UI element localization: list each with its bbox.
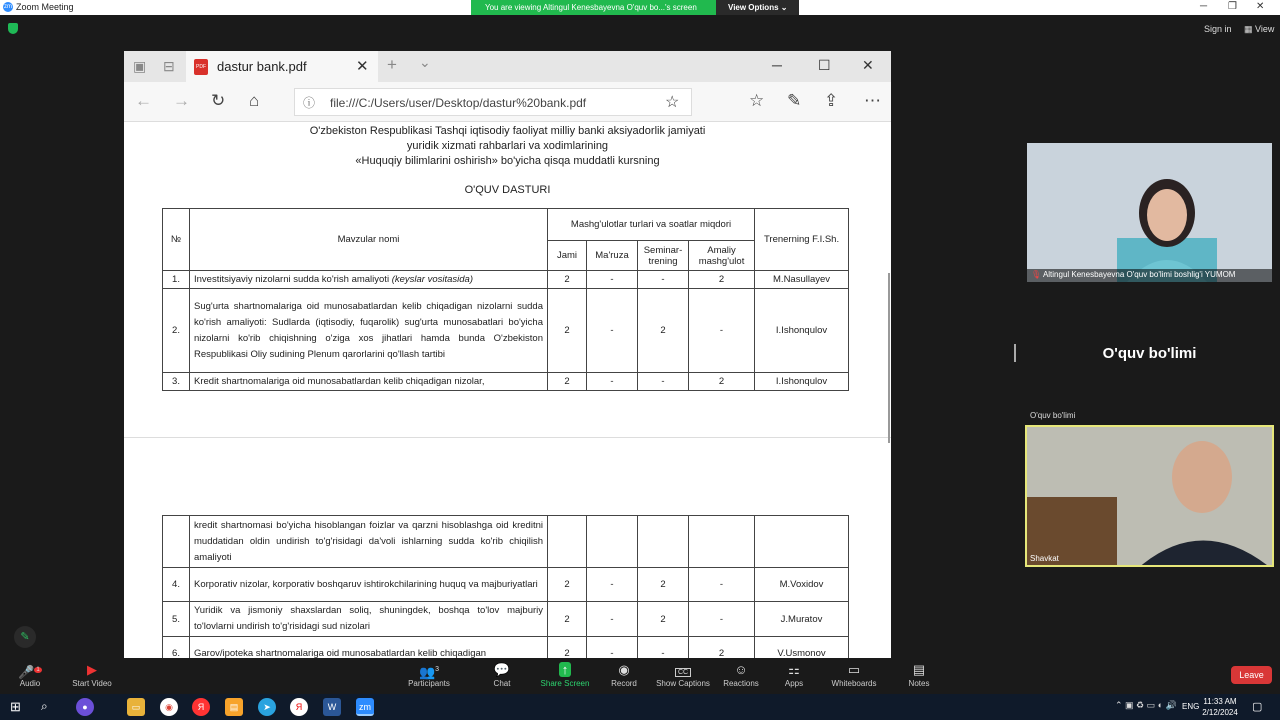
more-icon[interactable]: ⋯ — [864, 91, 881, 110]
row-topic — [190, 271, 548, 289]
tray-icons[interactable]: ⌃ ▣ ♻ ▭ ◐ 🔊 — [1115, 700, 1177, 710]
row-seminar: 2 — [638, 568, 689, 602]
share-label: Share Screen — [540, 679, 590, 688]
zoom-taskbar-icon[interactable]: zm — [356, 698, 374, 716]
favorites-icon[interactable]: ☆ — [749, 91, 765, 110]
address-bar[interactable] — [294, 88, 692, 116]
chrome-icon[interactable]: ◉ — [160, 698, 178, 716]
row-trainer: M.Nasullayev — [755, 271, 849, 289]
row-practical: - — [689, 568, 755, 602]
whiteboards-button[interactable] — [819, 658, 889, 688]
encryption-shield-icon[interactable] — [8, 23, 18, 34]
participant-caption: Shavkat — [1030, 554, 1059, 563]
taskbar-clock[interactable] — [1196, 696, 1244, 718]
draw-pen-icon[interactable]: ✎ — [787, 91, 802, 110]
row-topic-text: Investitsiyaviy nizolarni sudda ko'rish amaliyoti — [194, 274, 390, 285]
participant-video-altingul[interactable] — [1027, 143, 1272, 282]
row-total — [548, 516, 587, 568]
row-lecture: - — [587, 271, 638, 289]
back-icon[interactable]: ← — [135, 91, 152, 110]
header-practical: Amaliy mashg'ulot — [689, 241, 755, 271]
mic-alert-badge: 1 — [36, 667, 40, 673]
set-aside-tabs-icon[interactable]: ⊟ — [163, 58, 175, 74]
shared-browser-window — [124, 51, 891, 658]
reactions-icon: ☺ — [734, 662, 748, 677]
row-total: 2 — [548, 289, 587, 373]
tab-title: dastur bank.pdf — [217, 59, 307, 74]
participant-caption — [1027, 269, 1272, 282]
participant-name-small: O'quv bo'limi — [1030, 411, 1076, 420]
row-topic: Kredit shartnomalariga oid munosabatlardan kelib chiqadigan nizolar, — [190, 373, 548, 391]
panel-resize-handle[interactable] — [1014, 344, 1016, 362]
row-seminar: 2 — [638, 602, 689, 637]
row-practical: 2 — [689, 637, 755, 659]
audio-button[interactable] — [0, 658, 65, 688]
participant-name: Altingul Kenesbayevna O'quv bo'limi boshlig'i YUMOM — [1042, 270, 1236, 279]
header-types: Mashg'ulotlar turlari va soatlar miqdori — [548, 209, 755, 241]
participants-button[interactable] — [394, 658, 464, 688]
row-number: 4. — [163, 568, 190, 602]
chevron-down-icon: ⌄ — [780, 3, 788, 12]
header-topics: Mavzular nomi — [190, 209, 548, 271]
tab-actions-icon[interactable]: ▣ — [133, 58, 147, 74]
row-number: 3. — [163, 373, 190, 391]
row-trainer: I.Ishonqulov — [755, 289, 849, 373]
table-row — [163, 568, 849, 602]
reload-icon[interactable]: ↻ — [211, 91, 226, 110]
pdf-app-icon[interactable]: ▤ — [225, 698, 243, 716]
row-number: 1. — [163, 271, 190, 289]
window-title: Zoom Meeting — [16, 2, 74, 12]
curriculum-table-page1 — [162, 208, 849, 391]
page-break — [124, 437, 891, 438]
table-row — [163, 289, 849, 373]
doc-heading-2: yuridik xizmati rahbarlari va xodimlarining — [406, 140, 609, 152]
participants-count: 3 — [435, 666, 440, 673]
header-trainer: Trenerning F.I.Sh. — [755, 209, 849, 271]
language-indicator[interactable]: ENG — [1182, 702, 1200, 711]
url-text: file:///C:/Users/user/Desktop/dastur%20bank.pdf — [330, 96, 587, 110]
table-row — [163, 271, 849, 289]
row-practical: 2 — [689, 373, 755, 391]
star-icon[interactable]: ☆ — [665, 94, 680, 111]
assistant-app-icon[interactable]: ● — [76, 698, 94, 716]
muted-mic-icon: 🎙 — [1031, 270, 1042, 279]
whiteboard-icon: ▭ — [847, 662, 861, 677]
row-topic: Garov/ipoteka shartnomalariga oid munosabatlardan kelib chiqadigan — [190, 637, 548, 659]
captions-cc: CC — [675, 668, 691, 677]
audio-label: Audio — [19, 679, 41, 688]
row-lecture — [587, 516, 638, 568]
row-seminar — [638, 516, 689, 568]
windows-start-icon[interactable]: ⊞ — [10, 699, 21, 714]
yandex-app-icon[interactable]: Я — [290, 698, 308, 716]
telegram-icon[interactable]: ➤ — [258, 698, 276, 716]
row-total: 2 — [548, 602, 587, 637]
participant-portrait-icon — [1027, 427, 1274, 567]
row-seminar: 2 — [638, 289, 689, 373]
view-options-label: View Options — [728, 3, 779, 12]
clock-time: 11:33 AM — [1203, 697, 1237, 706]
table-row — [163, 637, 849, 659]
header-no: № — [163, 209, 190, 271]
row-total: 2 — [548, 373, 587, 391]
participants-icon: 👥$^3$ — [418, 664, 440, 680]
share-icon[interactable]: ⇪ — [824, 91, 839, 110]
video-off-icon: ▶ — [87, 662, 97, 677]
whiteboards-label: Whiteboards — [831, 679, 877, 688]
header-lecture: Ma'ruza — [587, 241, 638, 271]
chat-button[interactable] — [467, 658, 537, 688]
notes-button[interactable] — [884, 658, 954, 688]
row-topic: Korporativ nizolar, korporativ boshqaruv ishtirokchilarining huquq va majburiyatlari — [190, 568, 548, 602]
viewing-banner-text: You are viewing Altingul Kenesbayevna O'quv bo...'s screen — [485, 3, 697, 12]
doc-heading-1: O'zbekiston Respublikasi Tashqi iqtisodiy faoliyat milliy banki aksiyadorlik jamiyati — [309, 125, 706, 137]
row-lecture: - — [587, 637, 638, 659]
mic-icon: 🎤 $^1$ — [18, 664, 40, 680]
zoom-logo-icon: zm — [4, 4, 12, 10]
apps-label: Apps — [784, 679, 804, 688]
header-total: Jami — [548, 241, 587, 271]
meeting-toolbar — [0, 658, 1280, 694]
row-practical: 2 — [689, 271, 755, 289]
video-label: Start Video — [72, 679, 112, 688]
captions-label: Show Captions — [656, 679, 710, 688]
start-video-button[interactable] — [57, 658, 127, 688]
reactions-label: Reactions — [723, 679, 759, 688]
browser-close-button[interactable]: ✕ — [862, 57, 874, 73]
doc-heading-4: O'QUV DASTURI — [464, 184, 551, 196]
yandex-browser-icon[interactable]: Я — [192, 698, 210, 716]
curriculum-table-page2 — [162, 515, 849, 658]
tab-menu-icon[interactable]: ⌄ — [419, 54, 431, 70]
notifications-icon[interactable]: ▢ — [1252, 701, 1263, 713]
forward-icon[interactable]: → — [173, 91, 190, 110]
browser-tabstrip — [124, 51, 891, 82]
header-seminar: Seminar-trening — [638, 241, 689, 271]
notes-icon: ▤ — [912, 662, 926, 677]
row-topic-note: (keyslar vositasida) — [391, 274, 474, 285]
row-seminar: - — [638, 637, 689, 659]
sign-in-link[interactable]: Sign in — [1204, 24, 1232, 34]
row-lecture: - — [587, 602, 638, 637]
browser-maximize-button[interactable]: ☐ — [818, 57, 831, 73]
windows-taskbar — [0, 694, 1280, 720]
word-icon[interactable]: W — [323, 698, 341, 716]
browser-minimize-button[interactable]: ─ — [772, 57, 782, 73]
row-total: 2 — [548, 568, 587, 602]
row-total: 2 — [548, 637, 587, 659]
row-practical — [689, 516, 755, 568]
row-number: 5. — [163, 602, 190, 637]
participant-video-shavkat[interactable] — [1025, 425, 1274, 567]
view-button[interactable] — [1244, 24, 1274, 35]
close-button[interactable]: ✕ — [1256, 1, 1265, 12]
view-label: View — [1255, 24, 1275, 34]
row-trainer — [755, 516, 849, 568]
row-number — [163, 516, 190, 568]
presenter-portrait-icon — [1027, 143, 1272, 282]
grid-icon: ▦ — [1244, 24, 1256, 34]
pdf-file-icon: PDF — [194, 59, 208, 75]
row-practical: - — [689, 289, 755, 373]
row-trainer: V.Usmonov — [755, 637, 849, 659]
home-icon[interactable]: ⌂ — [249, 91, 260, 110]
participant-name-large: O'quv bo'limi — [1102, 345, 1197, 362]
participants-label: Participants — [408, 679, 450, 688]
row-seminar: - — [638, 373, 689, 391]
tab-close-icon[interactable]: ✕ — [356, 58, 369, 75]
annotate-pencil-button[interactable]: ✎ — [14, 626, 36, 648]
browser-navbar — [124, 82, 891, 122]
notes-label: Notes — [908, 679, 930, 688]
row-practical: - — [689, 602, 755, 637]
row-trainer: M.Voxidov — [755, 568, 849, 602]
record-label: Record — [611, 679, 637, 688]
share-arrow-icon: ↑ — [530, 661, 600, 679]
row-topic: kredit shartnomasi bo'yicha hisoblangan foizlar va qarzni hisoblashga oid kreditni muddatidan oldin undirish to'g'risidagi da'voli ishlarning sudda ko'rib chiqilish amaliyoti — [190, 516, 548, 568]
row-lecture: - — [587, 568, 638, 602]
row-topic: Yuridik va jismoniy shaxslardan soliq, shuningdek, boshqa to'lov majburiy to'lovlarni undirish to'g'risidagi sud nizolari — [190, 602, 548, 637]
record-icon: ◉ — [618, 662, 630, 677]
table-row — [163, 602, 849, 637]
clock-date: 2/12/2024 — [1202, 708, 1238, 717]
row-total: 2 — [548, 271, 587, 289]
row-trainer: J.Muratov — [755, 602, 849, 637]
tab-dastur-bank[interactable] — [186, 51, 378, 82]
new-tab-button[interactable]: + — [387, 55, 397, 74]
row-lecture: - — [587, 289, 638, 373]
row-lecture: - — [587, 373, 638, 391]
file-explorer-icon[interactable]: ▭ — [127, 698, 145, 716]
apps-icon: ⚏ — [788, 662, 800, 677]
participant-tile-oquv-bolimi[interactable] — [1027, 287, 1272, 423]
search-icon[interactable]: ⌕ — [41, 699, 48, 713]
viewing-banner — [471, 0, 799, 15]
leave-button[interactable]: Leave — [1231, 666, 1272, 684]
chat-label: Chat — [493, 679, 511, 688]
row-trainer: I.Ishonqulov — [755, 373, 849, 391]
maximize-button[interactable]: ❐ — [1228, 1, 1237, 12]
row-topic: Sug'urta shartnomalariga oid munosabatlardan kelib chiqadigan nizolarni sudda ko'rish amaliyoti: Sudlarda (iqtisodiy, fuqarolik) sug'urta munosabatlari bo'yicha nizolarni ko'rib chiqishning o'ziga xos jihatlari hamda bunda O'zbekiston Respublikasi Oliy sudining Plenum qarorlarini qo'llash tartibi — [190, 289, 548, 373]
minimize-button[interactable]: ─ — [1200, 1, 1208, 12]
row-seminar: - — [638, 271, 689, 289]
doc-heading-3: «Huquqiy bilimlarini oshirish» bo'yicha qisqa muddatli kursning — [355, 155, 660, 167]
row-number: 6. — [163, 637, 190, 659]
view-options-button[interactable] — [716, 0, 799, 15]
table-row — [163, 516, 849, 568]
pdf-viewer — [124, 123, 891, 658]
info-icon[interactable]: ⓘ — [303, 96, 316, 110]
table-row — [163, 373, 849, 391]
chat-icon: 💬 — [493, 662, 511, 677]
pdf-scrollbar[interactable] — [888, 273, 890, 443]
row-number: 2. — [163, 289, 190, 373]
